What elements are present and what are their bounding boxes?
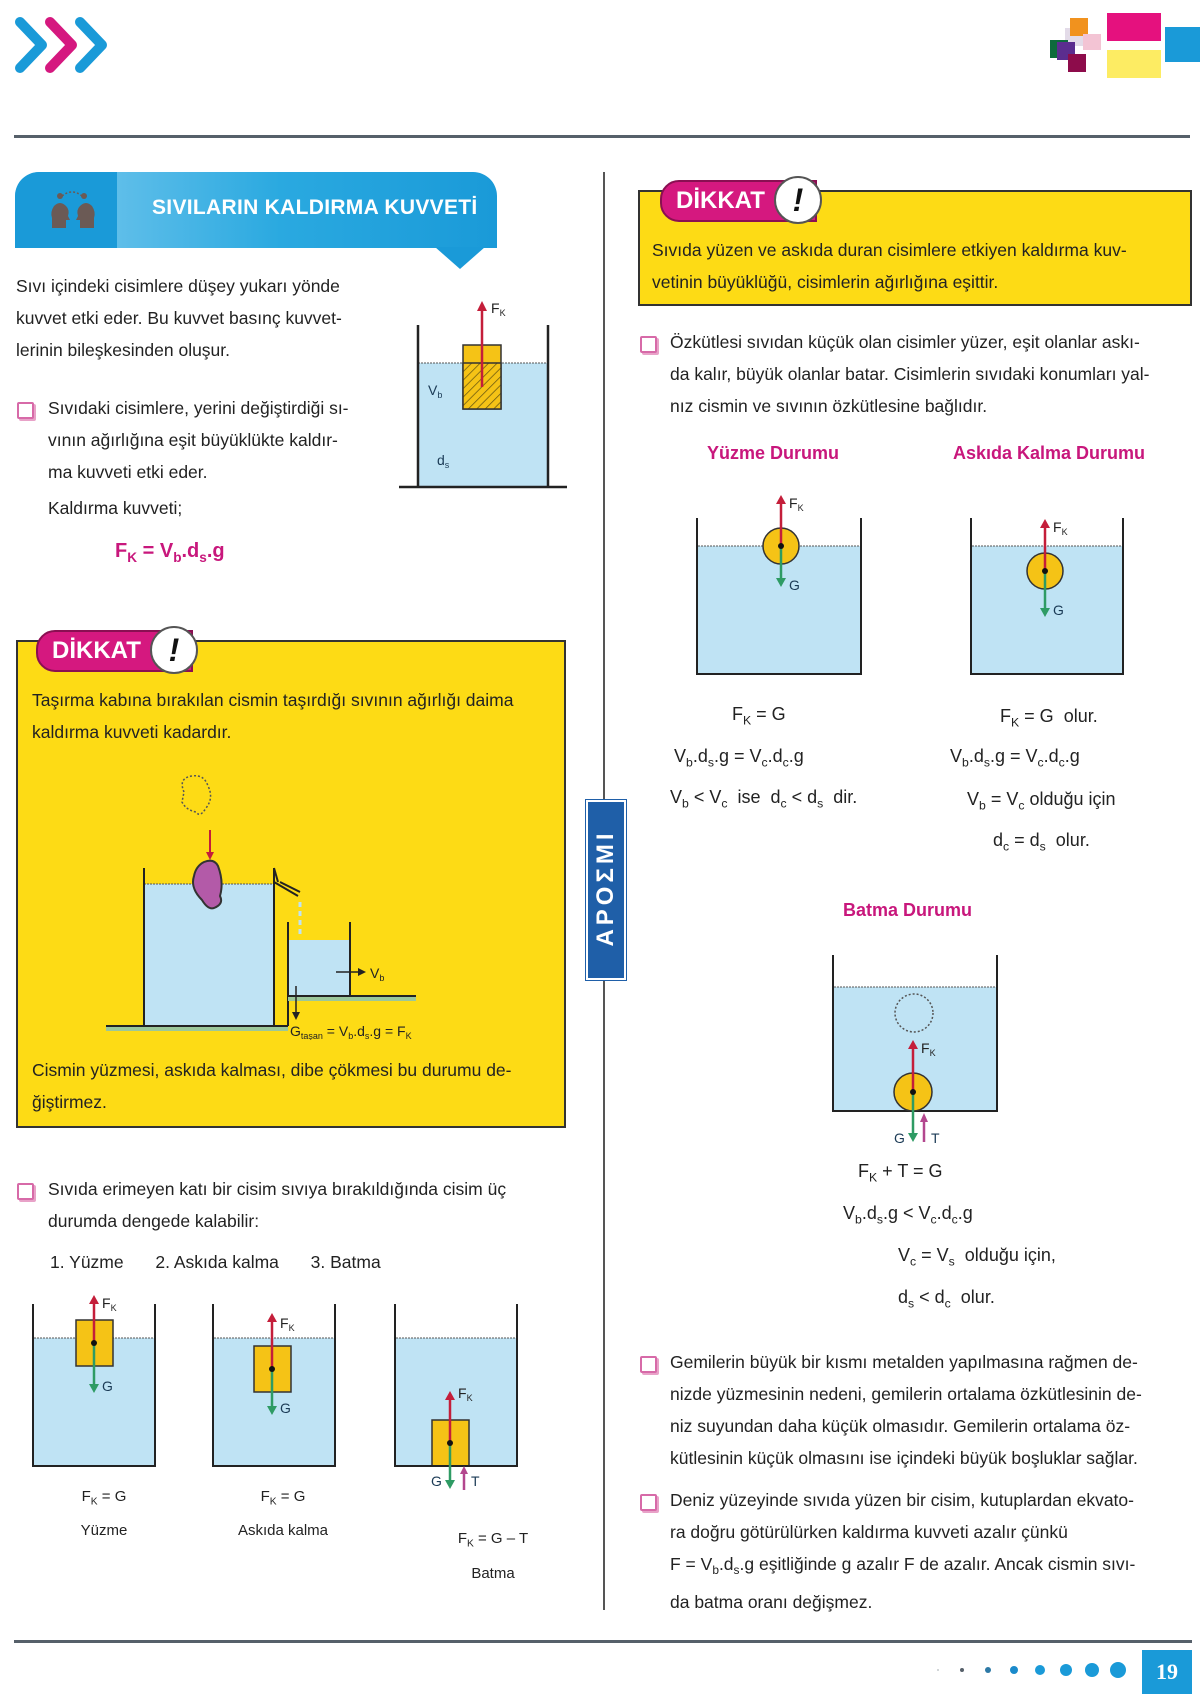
dikkat-tag: DİKKAT [36,630,193,672]
bullet-icon [640,1494,657,1511]
fig-eq-batma: $F_K = G - T$ [457,1530,529,1550]
sink-eq-1: $F_K + T = G$ [858,1161,943,1185]
suspend-case-title: Askıda Kalma Durumu [953,443,1146,463]
footer-divider [14,1640,1192,1643]
intro-line: kuvvet etki eder. Bu kuvvet basınç kuvvet- [16,308,342,328]
states-line: Sıvıda erimeyen katı bir cisim sıvıya bırakıldığında cisim üç [48,1179,507,1199]
intro-bullet [48,392,378,524]
bullet-icon [640,336,657,353]
fig-caption-yuzme: Yüzme [80,1522,128,1539]
density-line: da kalır, büyük olanlar batar. Cisimlerin sıvıdaki konumları yal- [670,364,1150,384]
footer-dots [930,1655,1130,1685]
buoyancy-formula: $F_K = V_b.d_s.g$ [115,540,225,565]
sea-line: Deniz yüzeyinde sıvıda yüzen bir cisim, kutuplardan ekvato- [670,1490,1134,1510]
sink-eq-3: $V_c = V_s$ olduğu için, [898,1245,1056,1269]
sea-line: da batma oranı değişmez. [670,1592,873,1613]
svg-text:FK: $F_K$ [1053,519,1068,537]
states-list [50,1246,381,1278]
suspended-container [212,1304,336,1466]
dikkat2-line: Sıvıda yüzen ve askıda duran cisimlere etkiyen kaldırma kuv- [652,240,1127,260]
apoemi-logo [586,800,626,980]
dikkat1-line: kaldırma kuvveti kadardır. [32,722,232,742]
float-eq-1: $F_K = G$ [732,704,786,728]
states-diagrams [20,1290,580,1490]
svg-text:G: G [280,1400,291,1416]
sink-eq-4: $d_s < d_c$ olur. [898,1287,995,1311]
intro-line: Sıvı içindeki cisimlere düşey yukarı yönde [16,276,340,296]
sea-line: ra doğru götürülürken kaldırma kuvveti azalır çünkü [670,1522,1068,1542]
ds-label: $d_s$ [437,452,450,470]
sink-case-title: Batma Durumu [843,900,973,920]
vb-label: $V_b$ [428,382,443,400]
header-divider [14,135,1190,138]
suspend-eq-3: $V_b = V_c$ olduğu için [967,789,1116,813]
density-line: Özkütlesi sıvıdan küçük olan cisimler yüzer, eşit olanlar askı- [670,332,1140,352]
density-text [670,326,1195,422]
density-line: nız cismin ve sıvının özkütlesine bağlıdır. [670,396,988,416]
bullet-line: vının ağırlığına eşit büyüklükte kaldır- [48,430,338,450]
g-tasan-formula: $G_{taşan} = V_b.d_s.g = F_K$ [290,1023,412,1040]
bullet-icon [17,1183,34,1200]
exclamation-icon: ! [774,176,822,224]
fk-label: $F_K$ [491,300,506,318]
fig-caption-batma: Batma [471,1565,515,1582]
fig-caption-askida: Askıda kalma [237,1522,329,1539]
section-title-banner [15,172,497,248]
fig-eq-yuzme: $F_K = G$ [81,1488,127,1508]
sea-text [670,1484,1195,1618]
sink-eq-2: $V_b.d_s.g < V_c.d_c.g$ [843,1203,973,1227]
overflow-can-diagram [100,772,480,1040]
bullet-line: Sıvıdaki cisimlere, yerini değiştirdiği sı- [48,398,349,418]
dikkat-tag: DİKKAT [660,180,817,222]
float-case-title: Yüzme Durumu [707,443,840,463]
float-sphere-container [696,495,862,674]
svg-text:FK: $F_K$ [280,1315,295,1333]
floating-container [32,1295,156,1466]
suspend-eq-4: $d_c = d_s$ olur. [993,830,1090,854]
float-eq-3: $V_b < V_c$ ise $d_c < d_s$ dir. [670,787,858,811]
ships-line: niz suyundan daha küçük olmasıdır. Gemilerin ortalama öz- [670,1416,1131,1436]
ships-line: kütlesinin küçük olmasını ise içindeki büyük boşluklar sağlar. [670,1448,1138,1468]
fig-eq-askida: $F_K = G$ [260,1488,306,1508]
section-title: SIVILARIN KALDIRMA KUVVETİ [152,196,478,219]
svg-text:FK: $F_K$ [921,1040,936,1058]
float-sphere-diagrams [680,490,1160,685]
sink-sphere-diagram [820,945,1020,1150]
ships-line: nizde yüzmesinin nedeni, gemilerin ortalama özkütlesinin de- [670,1384,1142,1404]
svg-text:G: G [431,1473,442,1489]
bullet-icon [640,1356,657,1373]
dikkat2-line: vetinin büyüklüğü, cisimlerin ağırlığına eşittir. [652,272,999,292]
suspend-eq-2: $V_b.d_s.g = V_c.d_c.g$ [950,746,1080,770]
suspend-sphere-container [970,518,1124,674]
state-item: 3. Batma [310,1252,381,1272]
kaldirma-label: Kaldırma kuvveti; [48,498,183,518]
states-text [48,1173,588,1237]
svg-text:G: G [1053,602,1064,618]
svg-text:G: G [102,1378,113,1394]
ships-text [670,1346,1195,1474]
exclamation-icon: ! [150,626,198,674]
two-heads-icon [48,190,98,230]
state-item: 1. Yüzme [50,1252,124,1272]
svg-text:FK: $F_K$ [458,1385,473,1403]
dikkat1-footer [32,1054,552,1118]
svg-text:FK: $F_K$ [789,495,804,513]
banner-pointer [435,247,485,269]
dikkat1-line: ğiştirmez. [32,1092,107,1112]
header-chevrons [14,14,114,74]
dikkat1-line: Taşırma kabına bırakılan cismin taşırdığı sıvının ağırlığı daima [32,690,514,710]
vb-label: $V_b$ [370,965,385,983]
intro-line: lerinin bileşkesinden oluşur. [16,340,231,360]
svg-text:FK: $F_K$ [102,1295,117,1313]
triple-chevron-icon [14,14,114,74]
svg-text:T: T [931,1130,940,1146]
sinking-container [394,1304,518,1490]
bullet-icon [17,402,34,419]
dikkat1-line: Cismin yüzmesi, askıda kalması, dibe çökmesi bu durumu de- [32,1060,512,1080]
states-line: durumda dengede kalabilir: [48,1211,260,1231]
dikkat2-text [652,234,1182,298]
intro-text [16,270,376,366]
dikkat1-text [32,684,552,748]
svg-text:G: G [789,577,800,593]
svg-text:T: T [471,1473,480,1489]
state-item: 2. Askıda kalma [155,1252,279,1272]
sea-line: $F = V_b.d_s.g$ eşitliğinde g azalır F de azalır. Ancak cismin sıvı- [670,1554,1136,1578]
float-eq-2: $V_b.d_s.g = V_c.d_c.g$ [674,746,804,770]
apoemi-logo-text: APOΣMI [592,829,619,947]
ships-line: Gemilerin büyük bir kısmı metalden yapılmasına rağmen de- [670,1352,1138,1372]
color-squares-icon [1010,10,1200,80]
suspend-eq-1: $F_K = G$ olur. [1000,706,1098,730]
bullet-line: ma kuvveti etki eder. [48,462,208,482]
page-number: 19 [1142,1650,1192,1694]
buoyancy-diagram [395,295,575,495]
svg-text:G: G [894,1130,905,1146]
